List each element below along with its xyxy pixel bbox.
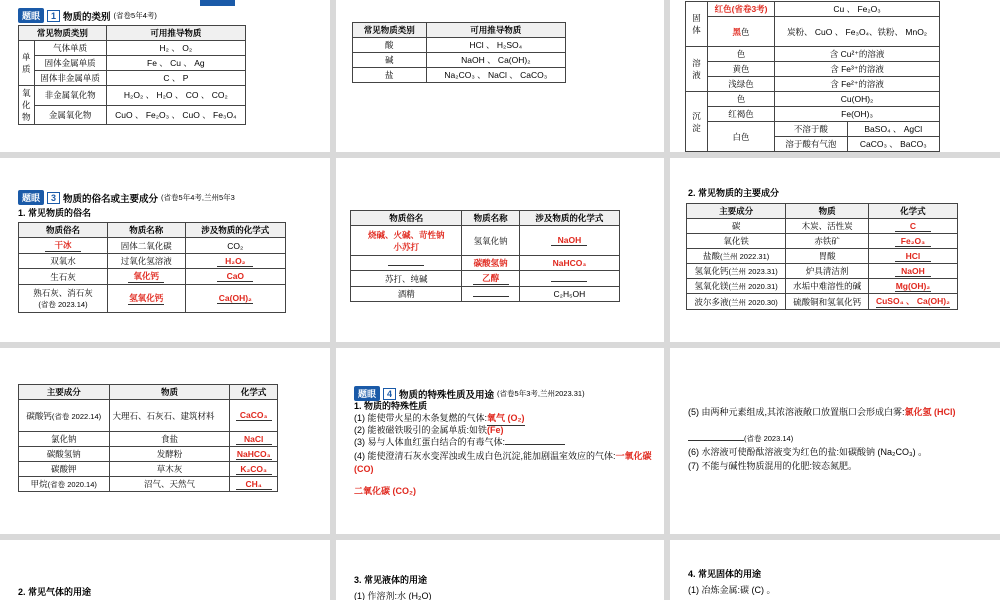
line-text: (2) 能被磁铁吸引的金属单质:如铁 bbox=[354, 425, 488, 435]
title-text: 物质的类别 bbox=[63, 11, 111, 23]
answer-cell: Fe₂O₃ bbox=[895, 236, 931, 247]
category-table bbox=[18, 25, 246, 125]
blank bbox=[505, 444, 565, 445]
header-cell: 物质名称 bbox=[462, 211, 519, 226]
tag-label: 题眼 bbox=[354, 386, 380, 401]
answer-cell: Mg(OH)₂ bbox=[895, 280, 931, 291]
header-cell: 物质 bbox=[786, 204, 869, 219]
cell-note: (省卷 2023.14) bbox=[38, 300, 88, 309]
property-note-5 bbox=[688, 432, 793, 445]
table-cell: BaSO₄ 、 AgCl bbox=[847, 122, 939, 137]
table-cell: NaOH 、 Ca(OH)₂ bbox=[426, 53, 565, 68]
table-cell: CaCO₃ 、 BaCO₃ bbox=[847, 137, 939, 152]
color-cell: 色 bbox=[708, 92, 775, 107]
table-cell: 过氧化氢溶液 bbox=[108, 254, 186, 269]
category-table-2 bbox=[352, 22, 566, 83]
answer-cell: C bbox=[895, 221, 931, 232]
title-text: 物质的特殊性质及用途 bbox=[399, 389, 495, 401]
answer-cell: CuSO₄ 、 Ca(OH)₂ bbox=[875, 296, 950, 306]
answer-cell: H₂O₂ bbox=[217, 256, 253, 267]
components-table-2 bbox=[18, 384, 278, 492]
panel-colors bbox=[670, 0, 1000, 152]
panel-category-1 bbox=[0, 0, 330, 152]
table-cell: 碳酸氢钠 bbox=[19, 447, 110, 462]
table-cell: 金属氧化物 bbox=[34, 105, 106, 125]
table-cell: CO₂ bbox=[185, 238, 285, 254]
answer-cell: 氢氧化钙 bbox=[129, 293, 164, 303]
color-cell: 浅绿色 bbox=[708, 77, 775, 92]
header-cell: 常见物质类别 bbox=[353, 23, 427, 38]
answer-cell: 小苏打 bbox=[393, 241, 419, 252]
table-cell: 固体非金属单质 bbox=[34, 71, 106, 86]
property-line-7: (7) 不能与碱性物质混用的化肥:铵态氮肥。 bbox=[688, 461, 858, 471]
panel-common-names-2 bbox=[336, 158, 664, 342]
table-cell: Cu 、 Fe₂O₃ bbox=[775, 2, 940, 17]
table-cell: 发酵粉 bbox=[109, 447, 230, 462]
panel-solid-uses bbox=[670, 540, 1000, 600]
table-cell: Fe(OH)₃ bbox=[775, 107, 940, 122]
tag-number: 3 bbox=[47, 192, 60, 204]
blank bbox=[688, 440, 744, 441]
table-cell: 氢氧化钠 bbox=[462, 226, 519, 256]
table-cell: 固体金属单质 bbox=[34, 56, 106, 71]
table-cell: Cu(OH)₂ bbox=[775, 92, 940, 107]
line-text: (1) 能使带火星的木条复燃的气体: bbox=[354, 413, 488, 423]
panel-main-components-2 bbox=[0, 348, 330, 534]
answer-cell: 乙醇 bbox=[473, 272, 509, 285]
table-cell: 氧化铁 bbox=[723, 236, 749, 246]
panel-common-names-1 bbox=[0, 158, 330, 342]
panel-main-components-1 bbox=[670, 158, 1000, 342]
answer-cell: NaHCO₃ bbox=[552, 258, 587, 268]
table-cell: 盐 bbox=[353, 68, 427, 83]
answer-cell: NaCl bbox=[236, 434, 272, 445]
color-cell: 色 bbox=[741, 26, 750, 37]
table-cell: 食盐 bbox=[109, 432, 230, 447]
header-cell: 物质 bbox=[109, 385, 230, 400]
components-table bbox=[686, 203, 958, 310]
title-text: 物质的俗名或主要成分 bbox=[63, 193, 159, 205]
answer-cell: 烧碱、火碱、苛性钠 bbox=[367, 229, 445, 240]
table-cell: H₂ 、 O₂ bbox=[106, 41, 245, 56]
table-cell: 炉具清洁剂 bbox=[786, 264, 869, 279]
header-cell: 可用推导物质 bbox=[106, 26, 245, 41]
group-label: 溶液 bbox=[686, 47, 708, 92]
section-subtitle: 3. 常见液体的用途 bbox=[354, 575, 428, 585]
header-cell: 可用推导物质 bbox=[426, 23, 565, 38]
answer-cell: 氧化钙 bbox=[128, 270, 164, 283]
table-cell: 水垢中难溶性的碱 bbox=[786, 279, 869, 294]
answer-cell: HCl bbox=[895, 251, 931, 262]
answer-text: (Fe) bbox=[487, 425, 504, 435]
header-cell: 主要成分 bbox=[687, 204, 786, 219]
names-table bbox=[18, 222, 286, 313]
property-line-4 bbox=[354, 450, 654, 476]
property-line-6: (6) 水溶液可使酚酞溶液变为红色的盐:如碳酸钠 (Na₂CO₃) 。 bbox=[688, 447, 928, 457]
table-cell: C₂H₅OH bbox=[519, 287, 619, 302]
table-cell: 草木灰 bbox=[109, 462, 230, 477]
table-cell: HCl 、 H₂SO₄ bbox=[426, 38, 565, 53]
use-line-1: (1) 冶炼金属:碳 (C) 。 bbox=[688, 585, 776, 595]
blank-cell bbox=[473, 296, 509, 297]
table-cell: 硫酸铜和氢氧化钙 bbox=[786, 294, 869, 310]
table-cell: 气体单质 bbox=[34, 41, 106, 56]
header-cell: 物质俗名 bbox=[351, 211, 462, 226]
table-cell: CuO 、 Fe₂O₃ 、 CuO 、 Fe₃O₄ bbox=[106, 105, 245, 125]
header-stripe bbox=[200, 0, 235, 6]
answer-text: 氧气 (O₂) bbox=[487, 412, 525, 426]
line-text: (4) 能使澄清石灰水变浑浊或生成白色沉淀,能加剧温室效应的气体: bbox=[354, 451, 616, 461]
use-line-1: (1) 作溶剂:水 (H₂O) bbox=[354, 591, 432, 600]
color-cell: 白色 bbox=[708, 122, 775, 152]
group-label: 固体 bbox=[686, 2, 708, 47]
table-cell: 氢氧化镁 bbox=[694, 281, 729, 291]
header-cell: 涉及物质的化学式 bbox=[185, 223, 285, 238]
table-cell: 碳酸钙 bbox=[26, 410, 52, 421]
answer-cell: NaHCO₃ bbox=[236, 448, 271, 459]
section-subtitle: 2. 常见气体的用途 bbox=[18, 587, 92, 597]
answer-cell: NaOH bbox=[895, 266, 931, 277]
table-cell: 含 Fe³⁺的溶液 bbox=[775, 62, 940, 77]
table-cell: 酸 bbox=[353, 38, 427, 53]
table-cell: 含 Fe²⁺的溶液 bbox=[775, 77, 940, 92]
answer-cell: CH₄ bbox=[236, 479, 272, 490]
color-answer: 黑 bbox=[732, 26, 742, 37]
answer-cell: 干冰 bbox=[45, 239, 81, 252]
table-cell: 波尔多液 bbox=[694, 296, 729, 307]
table-cell: 碳 bbox=[731, 221, 741, 231]
table-cell: 熟石灰、消石灰 bbox=[33, 288, 93, 298]
cell-note: (省卷 2023.14) bbox=[744, 434, 794, 443]
table-cell: 含 Cu²⁺的溶液 bbox=[775, 47, 940, 62]
cell-note: (兰州 2023.31) bbox=[728, 267, 778, 276]
panel-liquid-uses bbox=[336, 540, 664, 600]
answer-text: 氯化氢 (HCl) bbox=[904, 407, 956, 417]
color-cell: 黄色 bbox=[708, 62, 775, 77]
table-cell: 碳酸钾 bbox=[19, 462, 110, 477]
section-subtitle: 2. 常见物质的主要成分 bbox=[688, 188, 780, 198]
color-table bbox=[685, 1, 940, 152]
section-subtitle: 1. 常见物质的俗名 bbox=[18, 208, 92, 218]
answer-text: 二氧化碳 (CO₂) bbox=[354, 486, 416, 496]
color-cell: 红色(省卷3考) bbox=[714, 4, 768, 14]
color-cell: 色 bbox=[708, 47, 775, 62]
panel-title bbox=[354, 386, 585, 401]
panel-title bbox=[18, 190, 235, 205]
property-answer-4 bbox=[354, 485, 416, 498]
cell-note: (省卷 2022.14) bbox=[51, 411, 102, 421]
header-cell: 常见物质类别 bbox=[19, 26, 107, 41]
table-cell: 溶于酸有气泡 bbox=[775, 137, 847, 152]
answer-cell: CaCO₃ bbox=[236, 410, 272, 421]
answer-text: 一氧化碳 (CO) bbox=[354, 451, 652, 474]
property-line-3 bbox=[354, 436, 565, 449]
table-cell: 不溶于酸 bbox=[775, 122, 847, 137]
panel-special-properties bbox=[336, 348, 664, 534]
table-cell: 炭粉、 CuO 、 Fe₃O₄、铁粉、 MnO₂ bbox=[775, 17, 940, 47]
table-cell: 双氧水 bbox=[19, 254, 108, 269]
tag-number: 1 bbox=[47, 10, 60, 22]
line-text: (5) 由两种元素组成,其浓溶液敞口放置瓶口会形成白雾: bbox=[688, 407, 905, 417]
group-label: 单质 bbox=[19, 41, 35, 86]
header-cell: 主要成分 bbox=[19, 385, 110, 400]
names-table-2 bbox=[350, 210, 620, 302]
table-cell: 碱 bbox=[353, 53, 427, 68]
table-cell: 胃酸 bbox=[786, 249, 869, 264]
title-note: (省卷5年3考,兰州2023.31) bbox=[497, 389, 585, 398]
table-cell: 酒精 bbox=[351, 287, 462, 302]
table-cell: 木炭、活性炭 bbox=[786, 219, 869, 234]
answer-cell: NaOH bbox=[551, 235, 587, 246]
table-cell: 生石灰 bbox=[19, 269, 108, 285]
color-cell: 红褐色 bbox=[708, 107, 775, 122]
table-cell: 赤铁矿 bbox=[786, 234, 869, 249]
header-cell: 化学式 bbox=[868, 204, 957, 219]
table-cell: Na₂CO₃ 、 NaCl 、 CaCO₃ bbox=[426, 68, 565, 83]
header-cell: 物质俗名 bbox=[19, 223, 108, 238]
panel-special-properties-2 bbox=[670, 348, 1000, 534]
group-label: 沉淀 bbox=[686, 92, 708, 152]
table-cell: 非金属氧化物 bbox=[34, 86, 106, 106]
header-cell: 涉及物质的化学式 bbox=[519, 211, 619, 226]
panel-gas-uses bbox=[0, 540, 330, 600]
blank-cell bbox=[388, 265, 424, 266]
table-cell: 沼气、天然气 bbox=[109, 477, 230, 492]
blank-cell bbox=[551, 281, 587, 282]
table-cell: H₂O₂ 、 H₂O 、 CO 、 CO₂ bbox=[106, 86, 245, 106]
section-subtitle: 1. 物质的特殊性质 bbox=[354, 401, 428, 411]
tag-label: 题眼 bbox=[18, 8, 44, 23]
tag-number: 4 bbox=[383, 388, 396, 400]
panel-category-2 bbox=[336, 0, 664, 152]
answer-cell: K₂CO₃ bbox=[236, 464, 272, 475]
line-text: (3) 易与人体血红蛋白结合的有毒气体: bbox=[354, 437, 506, 447]
title-note: (省卷5年4考) bbox=[113, 11, 157, 20]
table-cell: 氢氧化钙 bbox=[694, 266, 729, 276]
table-cell: C 、 P bbox=[106, 71, 245, 86]
table-cell: 大理石、石灰石、建筑材料 bbox=[109, 400, 230, 432]
cell-note: (兰州 2020.31) bbox=[728, 282, 778, 291]
property-line-5 bbox=[688, 406, 993, 419]
answer-cell: Ca(OH)₂ bbox=[218, 293, 252, 303]
cell-note: (兰州 2022.31) bbox=[720, 252, 770, 261]
title-note: (省卷5年4考,兰州5年3 bbox=[161, 193, 235, 202]
section-subtitle: 4. 常见固体的用途 bbox=[688, 569, 762, 579]
header-cell: 化学式 bbox=[230, 385, 278, 400]
cell-note: (省卷 2020.14) bbox=[47, 480, 97, 489]
tag-label: 题眼 bbox=[18, 190, 44, 205]
table-cell: 甲烷 bbox=[30, 479, 48, 489]
answer-cell: CaO bbox=[217, 271, 253, 282]
table-cell: 苏打、纯碱 bbox=[351, 271, 462, 287]
table-cell: 固体二氧化碳 bbox=[108, 238, 186, 254]
answer-cell: 碳酸氢钠 bbox=[473, 258, 508, 268]
group-label: 氧化物 bbox=[19, 86, 35, 125]
table-cell: Fe 、 Cu 、 Ag bbox=[106, 56, 245, 71]
table-cell: 氯化钠 bbox=[19, 432, 110, 447]
header-cell: 物质名称 bbox=[108, 223, 186, 238]
panel-title bbox=[18, 8, 157, 23]
cell-note: (兰州 2020.30) bbox=[728, 297, 778, 307]
table-cell: 盐酸 bbox=[703, 251, 721, 261]
